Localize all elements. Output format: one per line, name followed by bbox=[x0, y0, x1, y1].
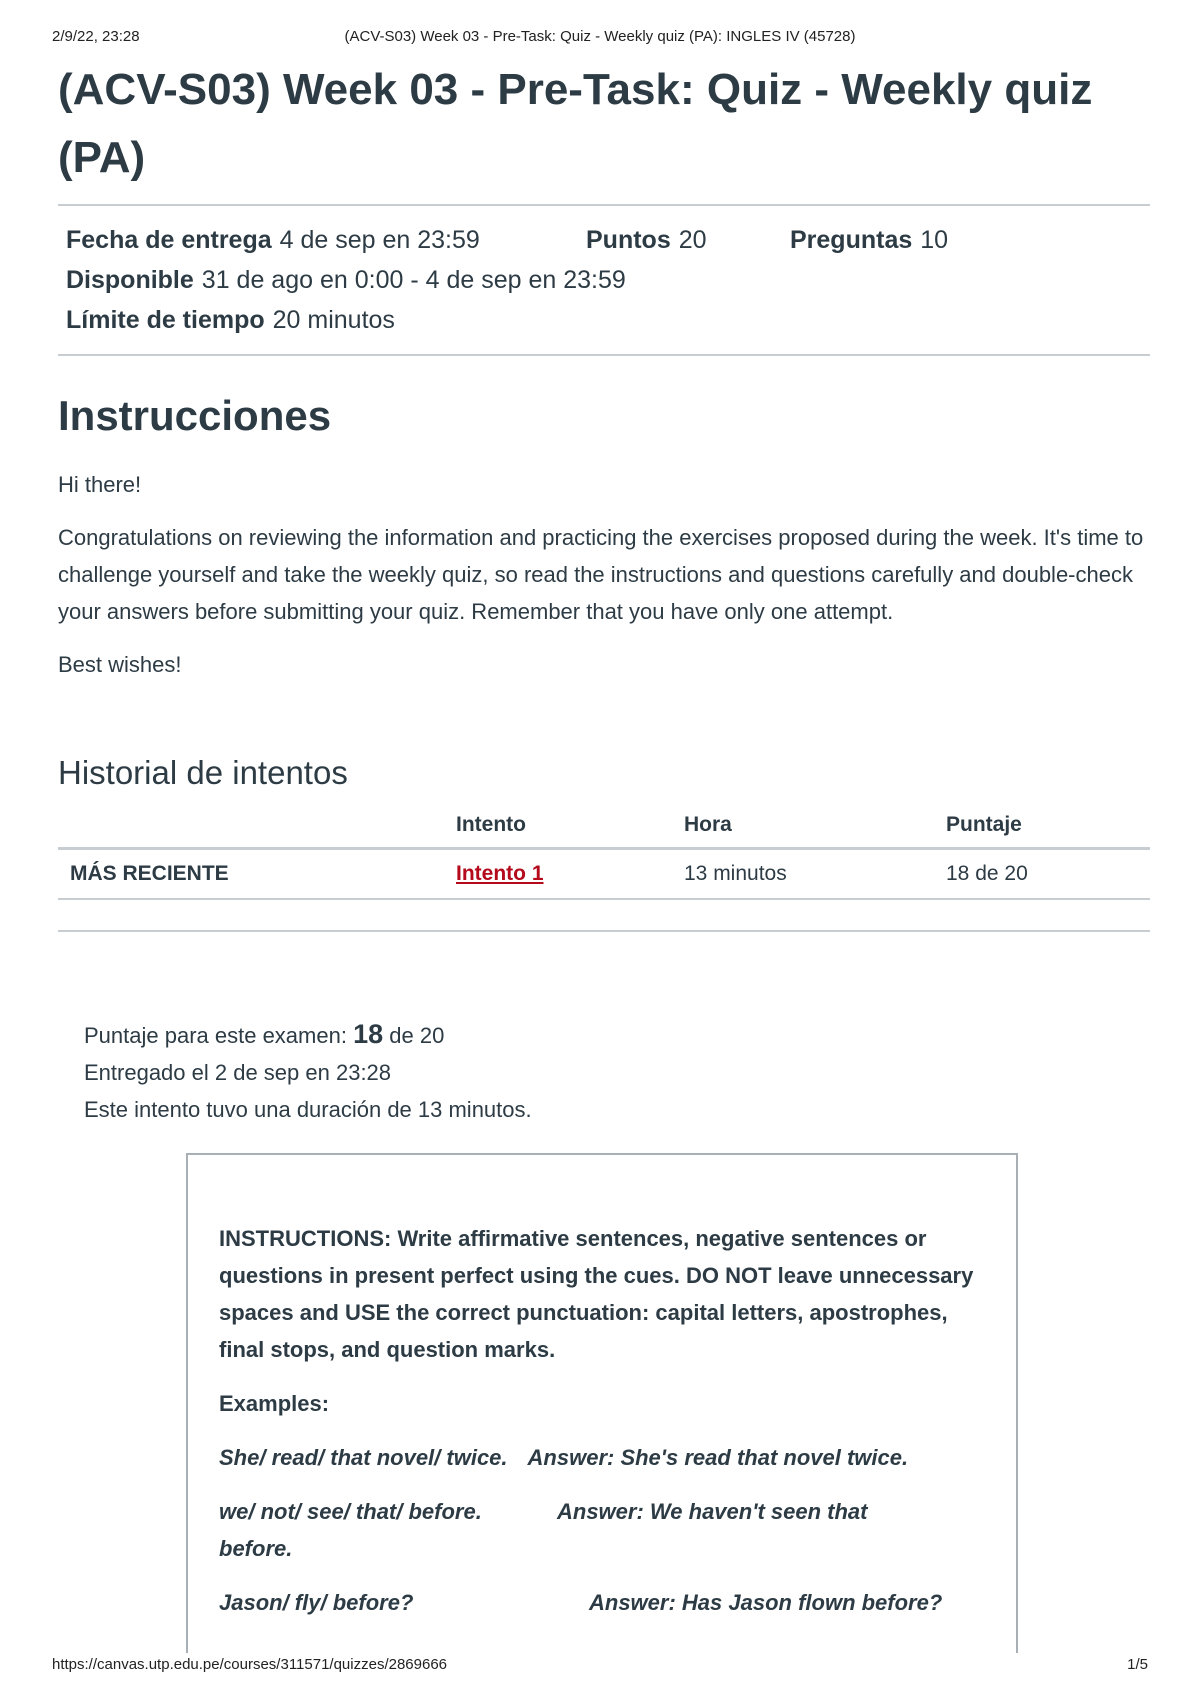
page-title bbox=[58, 56, 1150, 192]
due-date bbox=[66, 220, 586, 260]
instructions-closing: Best wishes! bbox=[58, 652, 182, 677]
points-value: 20 bbox=[678, 226, 707, 254]
time-limit bbox=[66, 300, 395, 340]
score-suffix: de 20 bbox=[389, 1023, 445, 1048]
example-1-answer: Answer: She's read that novel twice. bbox=[527, 1445, 909, 1470]
instructions-text: INSTRUCTIONS: Write affirmative sentences, negative sentences or questions in present perfect using the cues. DO NOT leave unnecessary spaces and USE the correct punctuation: capital letters, apostrophes, final stops, and question marks. bbox=[219, 1226, 974, 1362]
points bbox=[586, 220, 790, 260]
questions-label: Preguntas bbox=[790, 226, 913, 254]
column-header bbox=[58, 803, 444, 849]
examples-label: Examples: bbox=[219, 1391, 330, 1416]
attempt-label: MÁS RECIENTE bbox=[58, 849, 444, 900]
duration-line: Este intento tuvo una duración de 13 minutos. bbox=[84, 1097, 532, 1122]
table-row bbox=[58, 849, 1150, 900]
main-content bbox=[58, 56, 1150, 932]
attempt-time: 13 minutos bbox=[672, 849, 934, 900]
divider bbox=[58, 354, 1150, 356]
quiz-details bbox=[58, 206, 1150, 354]
submitted-line: Entregado el 2 de sep en 23:28 bbox=[84, 1060, 392, 1085]
print-footer bbox=[52, 1656, 1148, 1676]
due-label: Fecha de entrega bbox=[66, 226, 272, 254]
print-doc-title: (ACV-S03) Week 03 - Pre-Task: Quiz - Weekly quiz (PA): INGLES IV (45728) bbox=[344, 28, 856, 45]
points-label: Puntos bbox=[586, 226, 671, 254]
example-3 bbox=[219, 1584, 989, 1621]
attempt-score: 18 de 20 bbox=[934, 849, 1150, 900]
question-instructions bbox=[219, 1220, 989, 1621]
example-2-answer: Answer: We haven't seen that bbox=[557, 1499, 868, 1524]
example-2 bbox=[219, 1493, 989, 1530]
column-header-time: Hora bbox=[672, 803, 934, 849]
divider bbox=[58, 930, 1150, 932]
page-title-line1: (ACV-S03) Week 03 - Pre-Task: Quiz - Weekly quiz bbox=[58, 65, 1093, 114]
questions-value: 10 bbox=[920, 226, 949, 254]
history-heading: Historial de intentos bbox=[58, 754, 348, 791]
attempts-table bbox=[58, 803, 1150, 900]
time-limit-label: Límite de tiempo bbox=[66, 306, 265, 334]
available bbox=[66, 260, 626, 300]
instructions-greeting: Hi there! bbox=[58, 472, 142, 497]
due-value: 4 de sep en 23:59 bbox=[279, 226, 480, 254]
score-line bbox=[84, 1016, 532, 1054]
example-3-answer: Answer: Has Jason flown before? bbox=[589, 1590, 943, 1615]
table-header-row bbox=[58, 803, 1150, 849]
instructions-heading: Instrucciones bbox=[58, 392, 332, 439]
example-2-cue: we/ not/ see/ that/ before. bbox=[219, 1499, 482, 1524]
score-value: 18 bbox=[353, 1019, 384, 1049]
page-number: 1/5 bbox=[1127, 1656, 1148, 1673]
score-prefix: Puntaje para este examen: bbox=[84, 1023, 347, 1048]
question-box bbox=[186, 1153, 1018, 1653]
example-1-cue: She/ read/ that novel/ twice. bbox=[219, 1445, 508, 1470]
print-url: https://canvas.utp.edu.pe/courses/311571/quizzes/2869666 bbox=[52, 1656, 448, 1673]
attempt-link[interactable]: Intento 1 bbox=[456, 862, 544, 885]
available-label: Disponible bbox=[66, 266, 194, 294]
time-limit-value: 20 minutos bbox=[272, 306, 395, 334]
example-1 bbox=[219, 1439, 989, 1476]
print-header bbox=[52, 28, 1148, 48]
example-2-continued: before. bbox=[219, 1536, 293, 1561]
page-title-line2: (PA) bbox=[58, 133, 146, 182]
available-value: 31 de ago en 0:00 - 4 de sep en 23:59 bbox=[201, 266, 626, 294]
column-header-attempt: Intento bbox=[444, 803, 672, 849]
attempt-summary bbox=[84, 1016, 532, 1128]
questions bbox=[790, 220, 948, 260]
column-header-score: Puntaje bbox=[934, 803, 1150, 849]
example-3-cue: Jason/ fly/ before? bbox=[219, 1590, 414, 1615]
print-date: 2/9/22, 23:28 bbox=[52, 28, 140, 45]
instructions-paragraph: Congratulations on reviewing the information and practicing the exercises proposed during the week. It's time to challenge yourself and take the weekly quiz, so read the instructions and questions carefully and double-check your answers before submitting your quiz. Remember that you have only one attempt. bbox=[58, 525, 1144, 624]
